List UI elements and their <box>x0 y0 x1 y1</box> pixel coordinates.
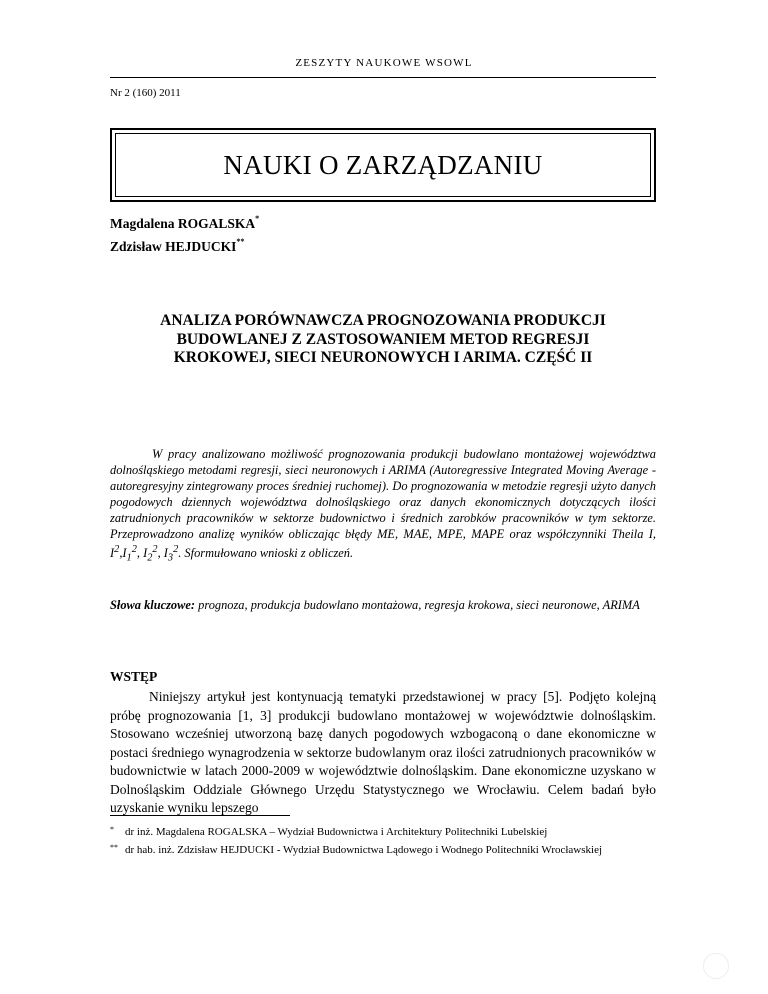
intro-text: Niniejszy artykuł jest kontynuacją tematyki przedstawionej w pracy [5]. Podjęto kolejną próbę prognozowania [1, 3] produkcji budowlano montażowej w województwie dolnośląskim. Stosowano wcześniej utworzoną bazę danych pogodowych wzbogaconą o dane ekonomiczne w postaci średniego wynagrodzenia w sektorze budowlanym oraz ilości zatrudnionych pracowników w budownictwie w latach 2000-2009 w województwie dolnośląskim. Dane ekonomiczne uzyskano w Dolnośląskim Oddziale Głównego Urzędu Statystycznego we Wrocławiu. Celem badań było uzyskanie wyniku lepszego <box>110 689 656 815</box>
abstract-subscript: 3 <box>167 552 174 564</box>
abstract-text: . Sformułowano wnioski z obliczeń. <box>178 546 354 561</box>
footnote-text: dr inż. Magdalena ROGALSKA – Wydział Budownictwa i Architektury Politechniki Lubelskiej <box>125 826 548 838</box>
abstract-subscript: 2 <box>147 552 153 564</box>
paper-title-line: BUDOWLANEJ Z ZASTOSOWANIEM METOD REGRESJI <box>176 330 590 348</box>
footnote-mark: ** <box>110 843 118 852</box>
author-list <box>110 210 259 256</box>
abstract-subscript: 1 <box>126 552 132 564</box>
keywords <box>110 597 656 613</box>
header-rule <box>110 77 656 78</box>
section-heading: WSTĘP <box>110 669 158 684</box>
author-footnote-mark: * <box>255 214 260 223</box>
footnote-mark: * <box>110 825 114 834</box>
keywords-text: prognoza, produkcja budowlano montażowa, regresja krokowa, sieci neuronowe, ARIMA <box>198 598 640 612</box>
abstract-text: ,I <box>119 546 127 561</box>
keywords-label: Słowa kluczowe: <box>110 598 196 612</box>
footnote-rule <box>110 815 290 816</box>
abstract-text: W pracy analizowano możliwość prognozowania produkcji budowlano montażowej województwa dolnośląskiego metodami regresji, sieci neuronowych i ARIMA (Autoregressive Integrated Moving Average - autoregresyjny zintegrowany proces średniej ruchomej). Do prognozowania w metodzie regresji użyto danych pogodowych dziennych województwa dolnośląskiego oraz danych ekonomicznych dotyczących ilości zatrudnionych pracowników w sektorze budownictwo i średnich zarobków pracowników w tym sektorze. Przeprowadzono analizę wyników obliczając błędy ME, MAE, MPE, MAPE oraz współczynniki Theila I, I <box>110 447 656 561</box>
intro-paragraph <box>110 688 656 818</box>
paper-title-line: KROKOWEJ, SIECI NEURONOWYCH I ARIMA. CZĘŚĆ II <box>173 349 593 366</box>
watermark-logo <box>703 953 729 979</box>
abstract-text: , I <box>157 546 168 561</box>
abstract <box>110 446 656 567</box>
footnote-text: dr hab. inż. Zdzisław HEJDUCKI - Wydział Budownictwa Lądowego i Wodnego Politechniki Wrocławskiej <box>125 844 603 856</box>
footnote-2 <box>110 843 656 858</box>
section-title: NAUKI O ZARZĄDZANIU <box>223 149 543 180</box>
paper-title-line: ANALIZA PORÓWNAWCZA PROGNOZOWANIA PRODUKCJI <box>160 312 606 329</box>
abstract-text: , I <box>136 546 148 561</box>
paper-title <box>110 312 656 368</box>
abstract-superscript: 2 <box>173 544 179 555</box>
abstract-superscript: 2 <box>131 544 137 555</box>
journal-title: ZESZYTY NAUKOWE WSOWL <box>295 57 473 69</box>
author-name: Zdzisław HEJDUCKI <box>110 239 237 254</box>
section-box <box>115 133 651 197</box>
author-footnote-mark: ** <box>236 237 245 246</box>
abstract-superscript: 2 <box>152 544 158 555</box>
issue-number: Nr 2 (160) 2011 <box>110 87 181 99</box>
author-2 <box>110 233 259 256</box>
author-1 <box>110 210 259 233</box>
author-name: Magdalena ROGALSKA <box>110 216 256 231</box>
abstract-superscript: 2 <box>114 544 120 555</box>
footnote-1 <box>110 825 656 840</box>
